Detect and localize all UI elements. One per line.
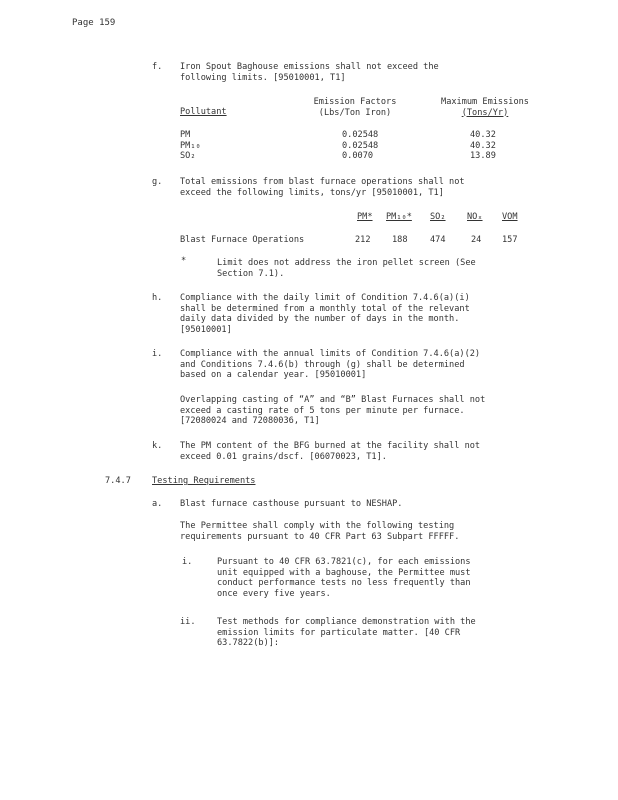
max-column bbox=[470, 130, 496, 162]
table-cell: PM₁₀ bbox=[180, 140, 201, 151]
table-cell: 0.02548 bbox=[342, 130, 379, 140]
item-i-label: i. bbox=[152, 349, 163, 359]
pollutant-header: Pollutant bbox=[180, 107, 227, 117]
table-cell: 157 bbox=[502, 235, 518, 245]
text-line: 63.7822(b)]: bbox=[217, 638, 280, 648]
text-line: once every five years. bbox=[217, 588, 331, 599]
item-i-text bbox=[180, 349, 480, 381]
text-line: conduct performance tests no less frequently than bbox=[217, 578, 471, 588]
item-h-label: h. bbox=[152, 293, 163, 303]
item-a-text-2 bbox=[180, 521, 459, 542]
item-h-text bbox=[180, 293, 470, 335]
text-line: The Permittee shall comply with the following testing bbox=[180, 521, 455, 531]
text-line: following limits. [95010001, T1] bbox=[180, 72, 346, 83]
table-cell: 40.32 bbox=[470, 130, 496, 140]
section-number: 7.4.7 bbox=[105, 476, 131, 486]
text-line: based on a calendar year. [95010001] bbox=[180, 370, 367, 380]
col-header-nox: NOₓ bbox=[467, 212, 483, 222]
col-header-vom: VOM bbox=[502, 212, 518, 222]
header-line: (Lbs/Ton Iron) bbox=[318, 107, 392, 118]
footnote-text bbox=[217, 258, 476, 279]
factor-header bbox=[300, 97, 410, 118]
text-line: Blast furnace casthouse pursuant to NESHAP. bbox=[180, 499, 403, 509]
section-title: Testing Requirements bbox=[152, 476, 256, 486]
text-line: requirements pursuant to 40 CFR Part 63 Subpart FFFFF. bbox=[180, 531, 460, 542]
text-line: [72080024 and 72080036, T1] bbox=[180, 416, 320, 426]
subitem-ii-label: ii. bbox=[180, 617, 196, 627]
item-g-text bbox=[180, 177, 465, 198]
table-cell: 0.02548 bbox=[342, 140, 379, 151]
item-i-text-2 bbox=[180, 395, 485, 427]
header-line: Emission Factors bbox=[313, 97, 397, 107]
row-label: Blast Furnace Operations bbox=[180, 235, 305, 245]
table-cell: 40.32 bbox=[470, 140, 496, 151]
item-a-label: a. bbox=[152, 499, 163, 509]
pollutant-column bbox=[180, 130, 201, 162]
text-line: shall be determined from a monthly total of the relevant bbox=[180, 303, 470, 314]
text-line: Iron Spout Baghouse emissions shall not exceed the bbox=[180, 62, 439, 72]
text-line: and Conditions 7.4.6(b) through (g) shall be determined bbox=[180, 359, 465, 370]
text-line: daily data divided by the number of days in the month. bbox=[180, 314, 460, 324]
max-header bbox=[430, 97, 540, 118]
subitem-i-text bbox=[217, 557, 471, 599]
item-k-label: k. bbox=[152, 441, 163, 451]
text-line: exceed the following limits, tons/yr [95010001, T1] bbox=[180, 187, 444, 198]
text-line: Overlapping casting of “A” and “B” Blast Furnaces shall not bbox=[180, 395, 486, 405]
text-line: emission limits for particulate matter. [40 CFR bbox=[217, 627, 461, 638]
text-line: Compliance with the annual limits of Condition 7.4.6(a)(2) bbox=[180, 349, 481, 359]
factor-column bbox=[342, 130, 378, 162]
page-header: Page 159 bbox=[72, 18, 116, 28]
text-line: Total emissions from blast furnace operations shall not bbox=[180, 177, 465, 187]
text-line: Compliance with the daily limit of Condition 7.4.6(a)(i) bbox=[180, 293, 470, 303]
text-line: exceed a casting rate of 5 tons per minute per furnace. bbox=[180, 405, 465, 416]
text-line: unit equipped with a baghouse, the Permittee must bbox=[217, 567, 471, 578]
col-header-pm: PM* bbox=[357, 212, 373, 222]
col-header-so2: SO₂ bbox=[430, 212, 446, 222]
table-cell: 13.89 bbox=[470, 151, 496, 161]
item-f-label: f. bbox=[152, 62, 163, 72]
text-line: Pursuant to 40 CFR 63.7821(c), for each emissions bbox=[217, 557, 471, 567]
text-line: Section 7.1). bbox=[217, 268, 285, 279]
subitem-i-label: i. bbox=[182, 557, 193, 567]
text-line: Limit does not address the iron pellet screen (See bbox=[217, 258, 476, 268]
table-cell: PM bbox=[180, 130, 191, 140]
table-cell: 474 bbox=[430, 235, 446, 245]
table-cell: 188 bbox=[392, 235, 408, 245]
item-k-text bbox=[180, 441, 480, 462]
subitem-ii-text bbox=[217, 617, 476, 649]
text-line: The PM content of the BFG burned at the facility shall not bbox=[180, 441, 481, 451]
table-cell: 24 bbox=[471, 235, 482, 245]
item-f-text bbox=[180, 62, 439, 83]
header-line: (Tons/Yr) bbox=[461, 107, 509, 118]
header-line: Maximum Emissions bbox=[441, 97, 529, 107]
col-header-pm10: PM₁₀* bbox=[386, 212, 412, 222]
text-line: [95010001] bbox=[180, 324, 232, 335]
text-line: exceed 0.01 grains/dscf. [06070023, T1]. bbox=[180, 451, 387, 462]
item-g-label: g. bbox=[152, 177, 163, 187]
table-cell: SO₂ bbox=[180, 151, 196, 161]
item-a-text bbox=[180, 499, 402, 510]
table-cell: 0.0070 bbox=[342, 151, 374, 161]
text-line: Test methods for compliance demonstration with the bbox=[217, 617, 476, 627]
footnote-marker: * bbox=[181, 256, 187, 266]
table-cell: 212 bbox=[355, 235, 371, 245]
